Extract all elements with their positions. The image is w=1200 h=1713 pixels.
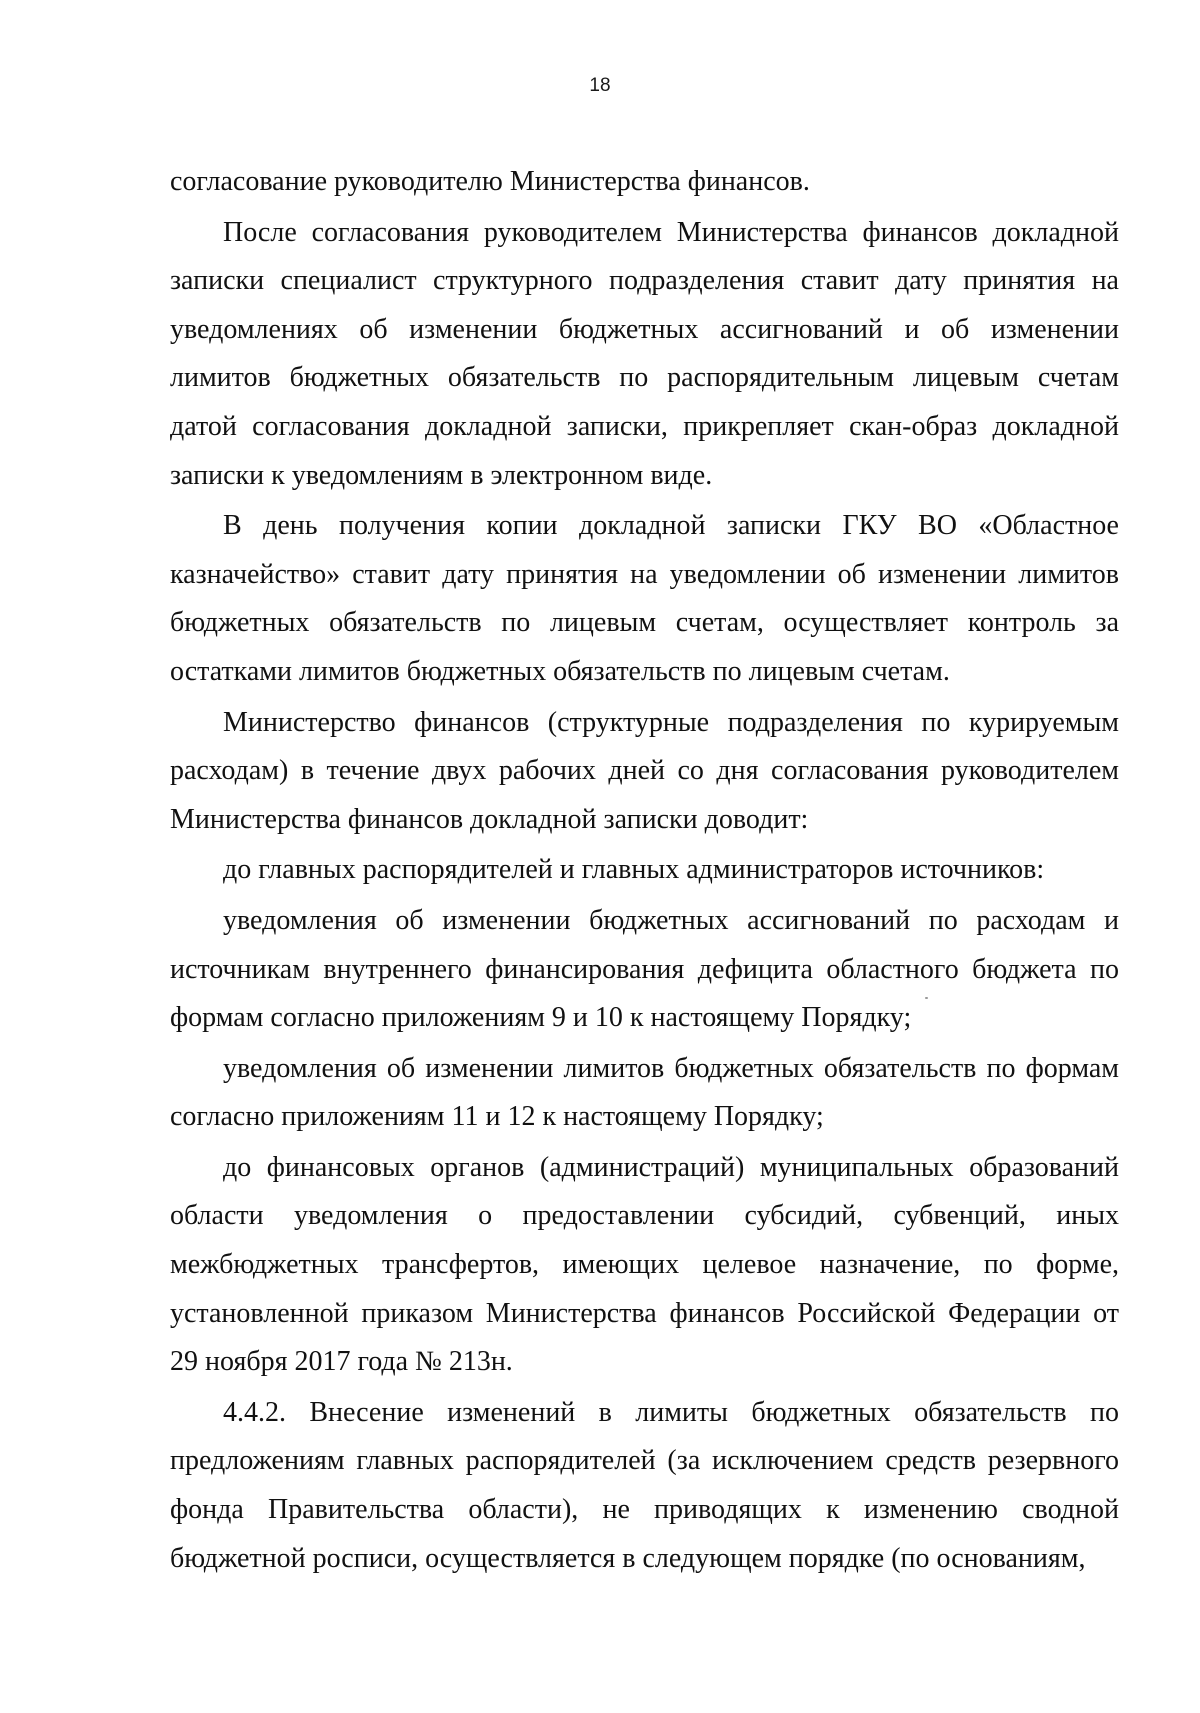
paragraph-5: до главных распорядителей и главных администраторов источников:: [223, 854, 1045, 886]
paragraph-1: согласование руководителю Министерства финансов.: [170, 166, 810, 197]
paragraph-2: После согласования руководителем Министерства финансов докладной записки специалист структурного подразделения ставит дату принятия на уведомлениях об изменении бюджетных ассигнований и об изменении лимитов бюджетных обязательств по распорядительным лицевым счетам датой согласования докладной записки, прикрепляет скан-образ докладной записки к уведомлениям в электронном виде.: [170, 216, 1119, 491]
paragraph-4: Министерство финансов (структурные подразделения по курируемым расходам) в течение двух рабочих дней со дня согласования руководителем Министерства финансов докладной записки доводит:: [170, 706, 1119, 835]
paragraph-7: уведомления об изменении лимитов бюджетных обязательств по формам согласно приложениям 11 и 12 к настоящему Порядку;: [170, 1052, 1119, 1133]
paragraph-8: до финансовых органов (администраций) муниципальных образований области уведомления о предоставлении субсидий, субвенций, иных межбюджетных трансфертов, имеющих целевое назначение, по форме, установленной приказом Министерства финансов Российской Федерации от 29 ноября 2017 года № 213н.: [170, 1151, 1119, 1378]
paragraph-6: уведомления об изменении бюджетных ассигнований по расходам и источникам внутреннего финансирования дефицита областного бюджета по формам согласно приложениям 9 и 10 к настоящему Порядку;: [170, 904, 1119, 1034]
document-body: [170, 158, 1119, 1583]
page-number: 18: [589, 75, 611, 96]
paragraph-3: В день получения копии докладной записки ГКУ ВО «Областное казначейство» ставит дату принятия на уведомлении об изменении лимитов бюджетных обязательств по лицевым счетам, осуществляет контроль за остатками лимитов бюджетных обязательств по лицевым счетам.: [170, 510, 1119, 687]
scan-speck: [925, 997, 928, 999]
paragraph-9: 4.4.2. Внесение изменений в лимиты бюджетных обязательств по предложениям главных распорядителей (за исключением средств резервного фонда Правительства области), не приводящих к изменению сводной бюджетной росписи, осуществляется в следующем порядке (по основаниям,: [170, 1396, 1119, 1574]
